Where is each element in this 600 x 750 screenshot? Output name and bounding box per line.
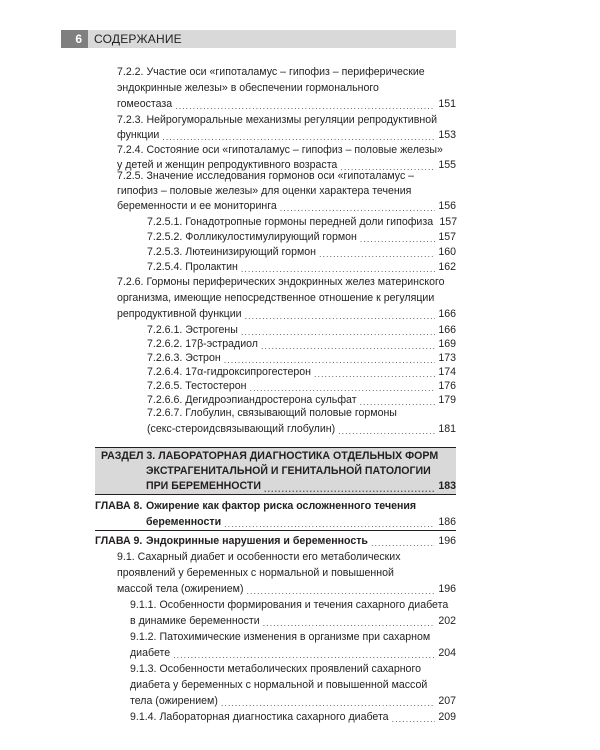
toc-entry-7-2-5-line2: гипофиз – половые железы» для оценки характера течения (117, 185, 412, 197)
running-header (61, 30, 456, 48)
toc-entry-text: беременности и ее мониторинга (117, 200, 277, 212)
toc-entry-text: функции (117, 129, 160, 141)
toc-entry-text: 7.2.5.4. Пролактин (147, 261, 238, 273)
toc-entry-text: репродуктивной функции (117, 308, 242, 320)
toc-entry-7-2-3[interactable] (117, 127, 456, 143)
chapter-8-heading[interactable] (95, 498, 456, 530)
leader-dots (175, 100, 435, 112)
divider (95, 530, 456, 531)
toc-page-number: 176 (438, 380, 456, 392)
toc-page-number: 153 (438, 129, 456, 141)
toc-entry-text: тела (ожирением) (130, 695, 218, 707)
leader-dots (224, 518, 435, 530)
toc-entry-text: 7.2.6.2. 17β-эстрадиол (147, 338, 258, 350)
toc-page-number: 196 (438, 583, 456, 595)
leader-dots (247, 585, 436, 597)
toc-entry-text: 7.2.6.5. Тестостерон (147, 380, 247, 392)
toc-entry-9-1-line2: проявлений у беременных с нормальной и повышенной (117, 567, 394, 579)
toc-entry-9-1-3-line1: 9.1.3. Особенности метаболических проявлений сахарного (130, 663, 421, 675)
toc-page-number: 181 (438, 423, 456, 435)
toc-entry-9-1-4[interactable] (130, 709, 456, 725)
toc-entry-7-2-2-line1: 7.2.2. Участие оси «гипоталамус – гипофиз – периферические (117, 66, 425, 78)
toc-entry-9-1-1-line1: 9.1.1. Особенности формирования и течения сахарного диабета (130, 599, 449, 611)
toc-entry-9-1-3-line2: диабета у беременных с нормальной и повышенной массой (130, 679, 428, 691)
toc-entry-text: 7.2.6.3. Эстрон (147, 352, 221, 364)
chapter-title-line2: беременности (146, 516, 222, 528)
toc-entry-text: 9.1.4. Лабораторная диагностика сахарного диабета (130, 711, 389, 723)
leader-dots (221, 697, 435, 709)
toc-page-number: 179 (438, 394, 456, 406)
toc-page-number: 156 (438, 200, 456, 212)
toc-entry-text: 7.2.6.4. 17α-гидроксипрогестерон (147, 366, 312, 378)
toc-entry-9-1-2-line1: 9.1.2. Патохимические изменения в организме при сахарном (130, 631, 431, 643)
leader-dots (371, 537, 435, 549)
toc-entry-9-1-line1: 9.1. Сахарный диабет и особенности его метаболических (117, 551, 401, 563)
section-title-line3: ПРИ БЕРЕМЕННОСТИ (146, 480, 261, 492)
toc-entry-text: в динамике беременности (130, 615, 260, 627)
chapter-label: ГЛАВА 9. (95, 535, 143, 547)
leader-dots (280, 202, 435, 214)
section-title-line1: РАЗДЕЛ 3. ЛАБОРАТОРНАЯ ДИАГНОСТИКА ОТДЕЛЬНЫХ ФОРМ (101, 450, 439, 462)
toc-entry-text: массой тела (ожирением) (117, 583, 244, 595)
toc-page-number: 166 (438, 324, 456, 336)
header-title: СОДЕРЖАНИЕ (94, 32, 182, 46)
toc-page-number: 209 (438, 711, 456, 723)
header-page-number: 6 (61, 30, 88, 48)
toc-page-number: 204 (438, 647, 456, 659)
toc-entry-text: гомеостаза (117, 98, 173, 110)
toc-entry-7-2-5-line1: 7.2.5. Значение исследования гормонов оси «гипоталамус – (117, 170, 415, 182)
toc-entry-7-2-5[interactable] (117, 198, 456, 214)
toc-entry-7-2-6-7-line1: 7.2.6.7. Глобулин, связывающий половые гормоны (147, 407, 397, 419)
toc-entry-text: 7.2.5.2. Фолликулостимулирующий гормон (147, 231, 357, 243)
toc-page-number: 166 (438, 308, 456, 320)
toc-page-number: 157 (439, 216, 458, 228)
toc-page-number: 174 (438, 366, 456, 378)
chapter-label: ГЛАВА 8. (95, 500, 143, 512)
chapter-9-heading[interactable] (95, 533, 456, 549)
toc-entry-7-2-6-line1: 7.2.6. Гормоны периферических эндокринных желез материнского (117, 276, 445, 288)
leader-dots (173, 649, 435, 661)
section-3-heading[interactable] (95, 447, 456, 495)
chapter-page-number: 186 (438, 516, 456, 528)
toc-page-number: 169 (438, 338, 456, 350)
toc-entry-text: диабете (130, 647, 171, 659)
leader-dots (263, 617, 435, 629)
toc-entry-text: 7.2.5.1. Гонадотропные гормоны передней доли гипофиза (147, 216, 434, 228)
chapter-title-line1: Эндокринные нарушения и беременность (146, 535, 368, 547)
toc-page-number: 173 (438, 352, 456, 364)
toc-page-number: 155 (438, 159, 456, 171)
toc-entry-9-1-1[interactable] (130, 613, 456, 629)
toc-entry-7-2-3-line1: 7.2.3. Нейрогуморальные механизмы регуляции репродуктивной (117, 114, 438, 126)
toc-entry-7-2-5-4[interactable] (147, 259, 456, 275)
toc-page-number: 151 (438, 98, 456, 110)
leader-dots (392, 713, 435, 725)
chapter-page-number: 196 (438, 535, 456, 547)
toc-page-number: 157 (438, 231, 456, 243)
leader-dots (338, 425, 435, 437)
toc-entry-7-2-2-line2: эндокринные железы» в обеспечении гормонального (117, 82, 379, 94)
toc-entry-7-2-5-3[interactable] (147, 244, 456, 260)
toc-entry-text: 7.2.6.6. Дегидроэпиандростерона сульфат (147, 394, 357, 406)
leader-dots (245, 310, 435, 322)
section-title-line2: ЭКСТРАГЕНИТАЛЬНОЙ И ГЕНИТАЛЬНОЙ ПАТОЛОГИИ (146, 465, 431, 477)
toc-entry-7-2-6[interactable] (117, 306, 456, 322)
toc-entry-text: 7.2.5.3. Лютеинизирующий гормон (147, 246, 316, 258)
toc-page-number: 160 (438, 246, 456, 258)
toc-entry-7-2-6-line2: организма, имеющие непосредственное отношение к регуляции (117, 292, 435, 304)
toc-entry-text: у детей и женщин репродуктивного возраста (117, 159, 338, 171)
toc-entry-7-2-2[interactable] (117, 96, 456, 112)
toc-entry-7-2-6-7[interactable] (147, 421, 456, 437)
section-title-line3-row (95, 479, 456, 495)
chapter-title-line1: Ожирение как фактор риска осложненного течения (146, 500, 417, 512)
toc-entry-text: (секс-стероидсвязывающий глобулин) (147, 423, 336, 435)
toc-entry-9-1[interactable] (117, 581, 456, 597)
toc-entry-9-1-2[interactable] (130, 645, 456, 661)
toc-page-number: 202 (438, 615, 456, 627)
toc-entry-9-1-3[interactable] (130, 693, 456, 709)
leader-dots (264, 483, 435, 495)
toc-entry-7-2-5-2[interactable] (147, 229, 456, 245)
toc-entry-text: 7.2.6.1. Эстрогены (147, 324, 238, 336)
toc-entry-7-2-5-1[interactable] (147, 214, 456, 230)
section-page-number: 183 (438, 480, 456, 492)
toc-page-number: 162 (438, 261, 456, 273)
toc-entry-7-2-4-line1: 7.2.4. Состояние оси «гипоталамус – гипофиз – половые железы» (117, 144, 443, 156)
toc-page-number: 207 (438, 695, 456, 707)
